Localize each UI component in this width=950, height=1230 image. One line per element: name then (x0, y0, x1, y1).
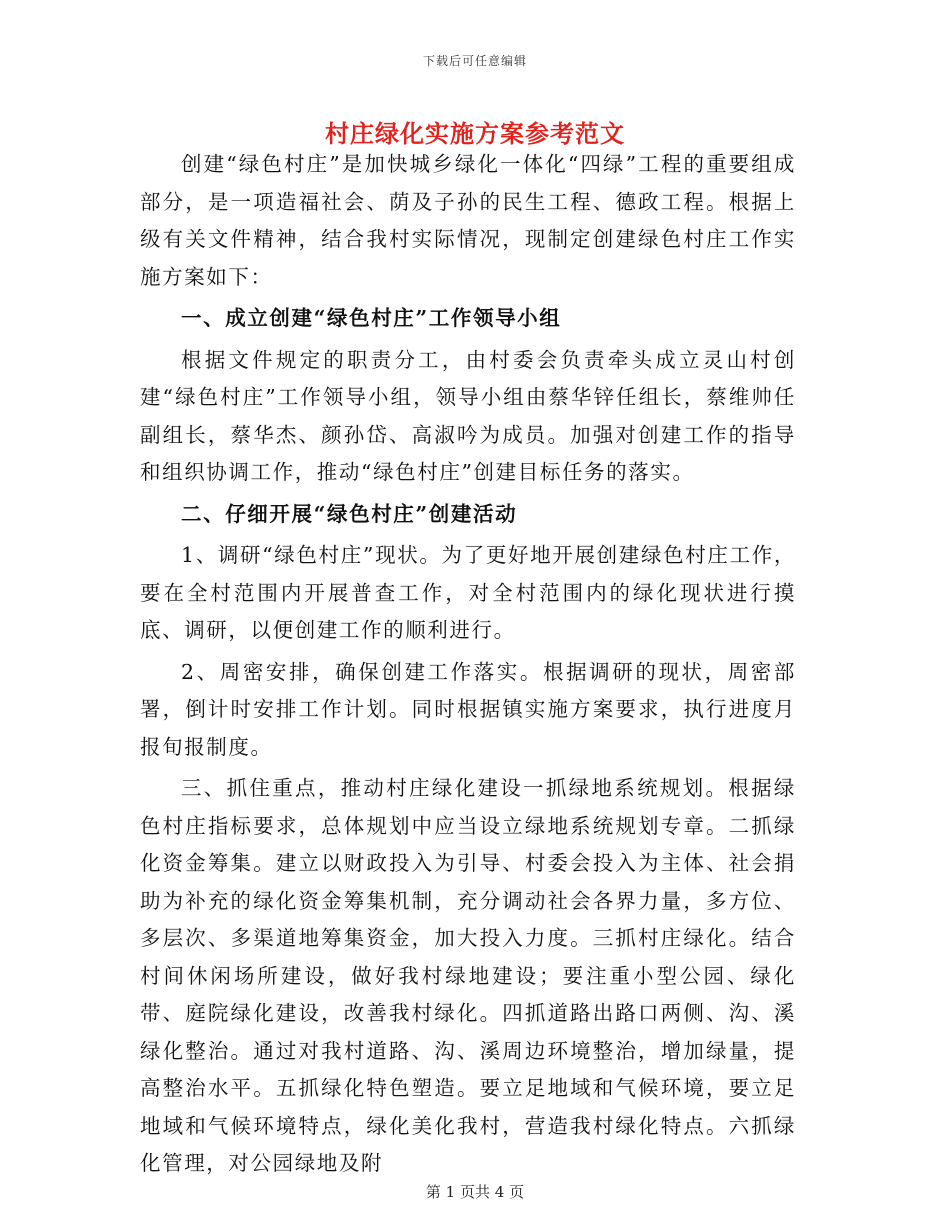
document-body (140, 146, 796, 1183)
document-title: 村庄绿化实施方案参考范文 (325, 119, 625, 148)
section-heading-2: 二、仔细开展“绿色村庄”创建活动 (181, 501, 518, 526)
item-1-paragraph: 1、调研“绿色村庄”现状。为了更好地开展创建绿色村庄工作，要在全村范围内开展普查工作，对全村范围内的绿化现状进行摸底、调研，以便创建工作的顺利进行。 (140, 543, 796, 642)
header-note: 下载后可任意编辑 (422, 54, 527, 68)
section-1-paragraph: 根据文件规定的职责分工，由村委会负责牵头成立灵山村创建“绿色村庄”工作领导小组，领导小组由蔡华锌任组长，蔡维帅任副组长，蔡华杰、颜孙岱、高淑吟为成员。加强对创建工作的指导和组织协调工作，推动“绿色村庄”创建目标任务的落实。 (140, 347, 796, 484)
section-3-paragraph: 三、抓住重点，推动村庄绿化建设一抓绿地系统规划。根据绿色村庄指标要求，总体规划中应当设立绿地系统规划专章。二抓绿化资金筹集。建立以财政投入为引导、村委会投入为主体、社会捐助为补充的绿化资金筹集机制，充分调动社会各界力量，多方位、多层次、多渠道地筹集资金，加大投入力度。三抓村庄绿化。结合村间休闲场所建设，做好我村绿地建设；要注重小型公园、绿化带、庭院绿化建设，改善我村绿化。四抓道路出路口两侧、沟、溪绿化整治。通过对我村道路、沟、溪周边环境整治，增加绿量，提高整治水平。五抓绿化特色塑造。要立足地域和气候环境，要立足地域和气候环境特点，绿化美化我村，营造我村绿化特点。六抓绿化管理，对公园绿地及附 (140, 776, 796, 1175)
section-heading-1: 一、成立创建“绿色村庄”工作领导小组 (181, 306, 562, 330)
page-footer: 第 1 页共 4 页 (425, 1183, 525, 1201)
intro-paragraph: 创建“绿色村庄”是加快城乡绿化一体化“四绿”工程的重要组成部分，是一项造福社会、荫及子孙的民生工程、德政工程。根据上级有关文件精神，结合我村实际情况，现制定创建绿色村庄工作实施方案如下： (140, 152, 796, 289)
item-2-paragraph: 2、周密安排，确保创建工作落实。根据调研的现状，周密部署，倒计时安排工作计划。同时根据镇实施方案要求，执行进度月报旬报制度。 (140, 659, 796, 759)
